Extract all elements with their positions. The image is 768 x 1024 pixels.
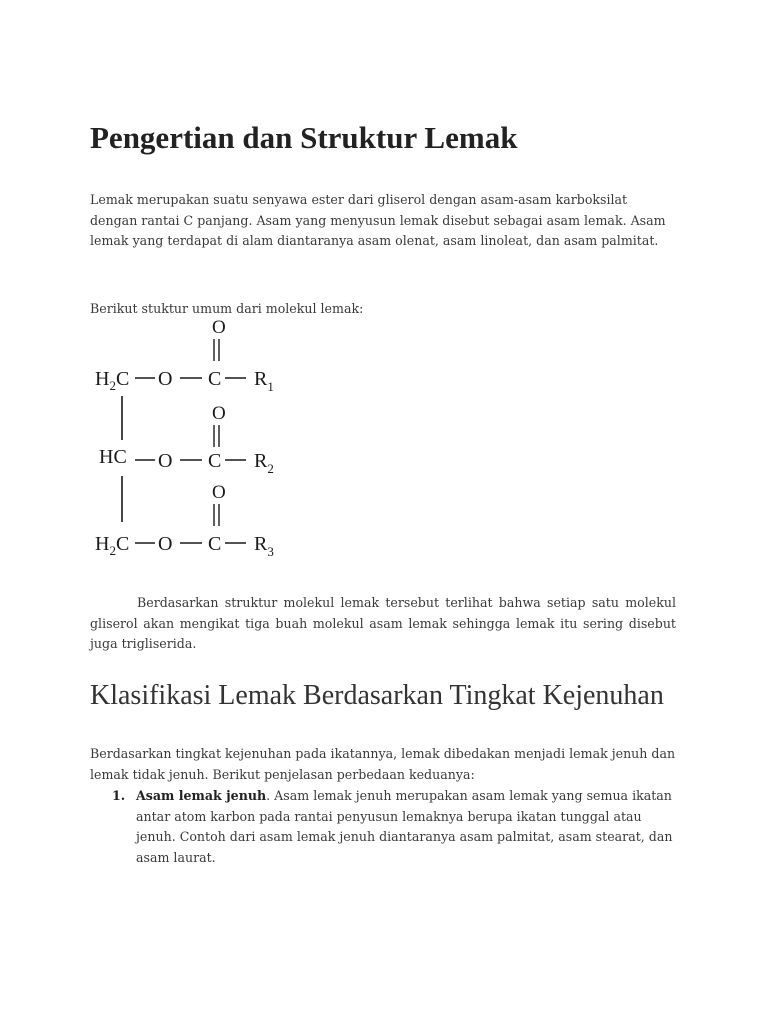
carbonyl-carbon-3: C bbox=[208, 533, 222, 555]
r-group-3: $R_3$ bbox=[254, 533, 274, 559]
structure-intro-paragraph: Berikut stuktur umum dari molekul lemak: bbox=[90, 301, 364, 316]
list-item bbox=[90, 786, 676, 868]
section-heading-classification: Klasifikasi Lemak Berdasarkan Tingkat Kejenuhan bbox=[90, 680, 664, 711]
r-group-2: $R_2$ bbox=[254, 450, 274, 476]
r-group-1: $R_1$ bbox=[254, 368, 274, 394]
triglyceride-paragraph: Berdasarkan struktur molekul lemak tersebut terlihat bahwa setiap satu molekul gliserol akan mengikat tiga buah molekul asam lemak sehingga lemak itu sering disebut juga trigliserida. bbox=[90, 595, 676, 651]
list-item-text: . Asam lemak jenuh merupakan asam lemak yang semua ikatan antar atom karbon pada rantai penyusun lemaknya berupa ikatan tunggal atau jenuh. Contoh dari asam lemak jenuh diantaranya asam palmitat, asam stearat, dan asam laurat. bbox=[136, 788, 673, 865]
classification-paragraph: Berdasarkan tingkat kejenuhan pada ikatannya, lemak dibedakan menjadi lemak jenuh dan lemak tidak jenuh. Berikut penjelasan perbedaan keduanya: bbox=[90, 746, 676, 782]
page-title: Pengertian dan Struktur Lemak bbox=[90, 120, 518, 155]
glycerol-carbon-3: $H_2C$ bbox=[95, 533, 130, 558]
list-item-term: Asam lemak jenuh bbox=[136, 788, 267, 803]
intro-paragraph: Lemak merupakan suatu senyawa ester dari gliserol dengan asam-asam karboksilat dengan rantai C panjang. Asam yang menyusun lemak disebut sebagai asam lemak. Asam lemak yang terdapat di alam diantaranya asam olenat, asam linoleat, dan asam palmitat. bbox=[90, 192, 666, 248]
ester-oxygen-3: O bbox=[158, 533, 173, 555]
carbonyl-oxygen-1: O bbox=[212, 317, 226, 338]
carbonyl-carbon-1: C bbox=[208, 368, 222, 390]
ester-oxygen-1: O bbox=[158, 368, 173, 390]
carbonyl-oxygen-3: O bbox=[212, 482, 226, 503]
classification-list bbox=[90, 786, 676, 868]
carbonyl-oxygen-2: O bbox=[212, 403, 226, 424]
glycerol-carbon-2: HC bbox=[99, 446, 127, 468]
triglyceride-structure-diagram bbox=[90, 312, 310, 562]
carbonyl-carbon-2: C bbox=[208, 450, 222, 472]
list-item-number: 1. bbox=[112, 788, 126, 803]
ester-oxygen-2: O bbox=[158, 450, 173, 472]
glycerol-carbon-1: $H_2C$ bbox=[95, 368, 130, 393]
